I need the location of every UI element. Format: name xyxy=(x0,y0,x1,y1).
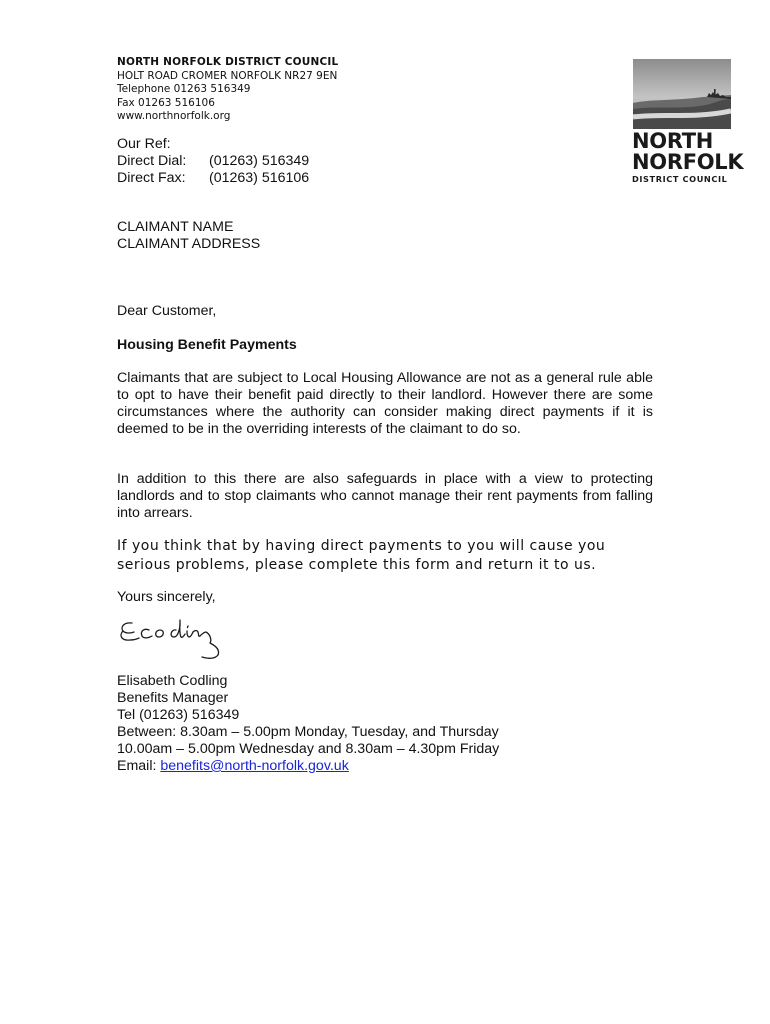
office-hours-line-1: Between: 8.30am – 5.00pm Monday, Tuesday, and Thursday xyxy=(117,724,499,740)
council-letterhead xyxy=(117,56,537,124)
recipient-name: CLAIMANT NAME xyxy=(117,219,234,235)
closing: Yours sincerely, xyxy=(117,589,216,605)
email-link[interactable]: benefits@north-norfolk.gov.uk xyxy=(160,758,349,774)
email-row xyxy=(117,758,499,775)
letter-references xyxy=(117,136,309,187)
signatory-title: Benefits Manager xyxy=(117,690,229,706)
body-paragraph: In addition to this there are also safeguards in place with a view to protecting landlords and to stop claimants who cannot manage their rent payments from falling into arrears. xyxy=(117,471,653,521)
council-website: www.northnorfolk.org xyxy=(117,110,231,123)
body-paragraph: Claimants that are subject to Local Housing Allowance are not as a general rule able to opt to have their benefit paid directly to their landlord. However there are some circumstances where the authority can consider making direct payments if it is deemed to be in the overriding interests of the claimant to do so. xyxy=(117,370,653,437)
council-address: HOLT ROAD CROMER NORFOLK NR27 9EN xyxy=(117,69,338,82)
coastline-photo-icon xyxy=(633,59,731,129)
reference-label: Direct Dial: xyxy=(117,153,187,169)
council-logo xyxy=(632,59,744,185)
reference-row xyxy=(117,136,309,153)
council-fax: Fax 01263 516106 xyxy=(117,96,215,109)
reference-label: Direct Fax: xyxy=(117,170,186,186)
handwritten-signature xyxy=(118,612,248,670)
logo-line-norfolk: NORFOLK xyxy=(632,150,744,174)
logo-line-district-council: DISTRICT COUNCIL xyxy=(632,174,728,184)
logo-line-north: NORTH xyxy=(632,129,714,153)
email-label: Email: xyxy=(117,758,161,774)
salutation: Dear Customer, xyxy=(117,303,217,319)
body-paragraph: If you think that by having direct payments to you will cause you serious problems, please complete this form and return it to us. xyxy=(117,538,606,573)
office-hours-line-2: 10.00am – 5.00pm Wednesday and 8.30am – 4.30pm Friday xyxy=(117,741,500,757)
council-name: NORTH NORFOLK DISTRICT COUNCIL xyxy=(117,56,339,68)
council-telephone: Telephone 01263 516349 xyxy=(117,83,251,96)
signatory-tel: Tel (01263) 516349 xyxy=(117,707,240,723)
reference-row xyxy=(117,170,309,187)
reference-row xyxy=(117,153,309,170)
letter-subject: Housing Benefit Payments xyxy=(117,337,297,353)
recipient-address: CLAIMANT ADDRESS xyxy=(117,236,261,252)
reference-label: Our Ref: xyxy=(117,136,171,152)
reference-value: (01263) 516106 xyxy=(209,170,310,186)
signatory-block xyxy=(117,673,499,775)
signatory-name: Elisabeth Codling xyxy=(117,673,228,689)
reference-value: (01263) 516349 xyxy=(209,153,310,169)
recipient-block xyxy=(117,219,260,253)
